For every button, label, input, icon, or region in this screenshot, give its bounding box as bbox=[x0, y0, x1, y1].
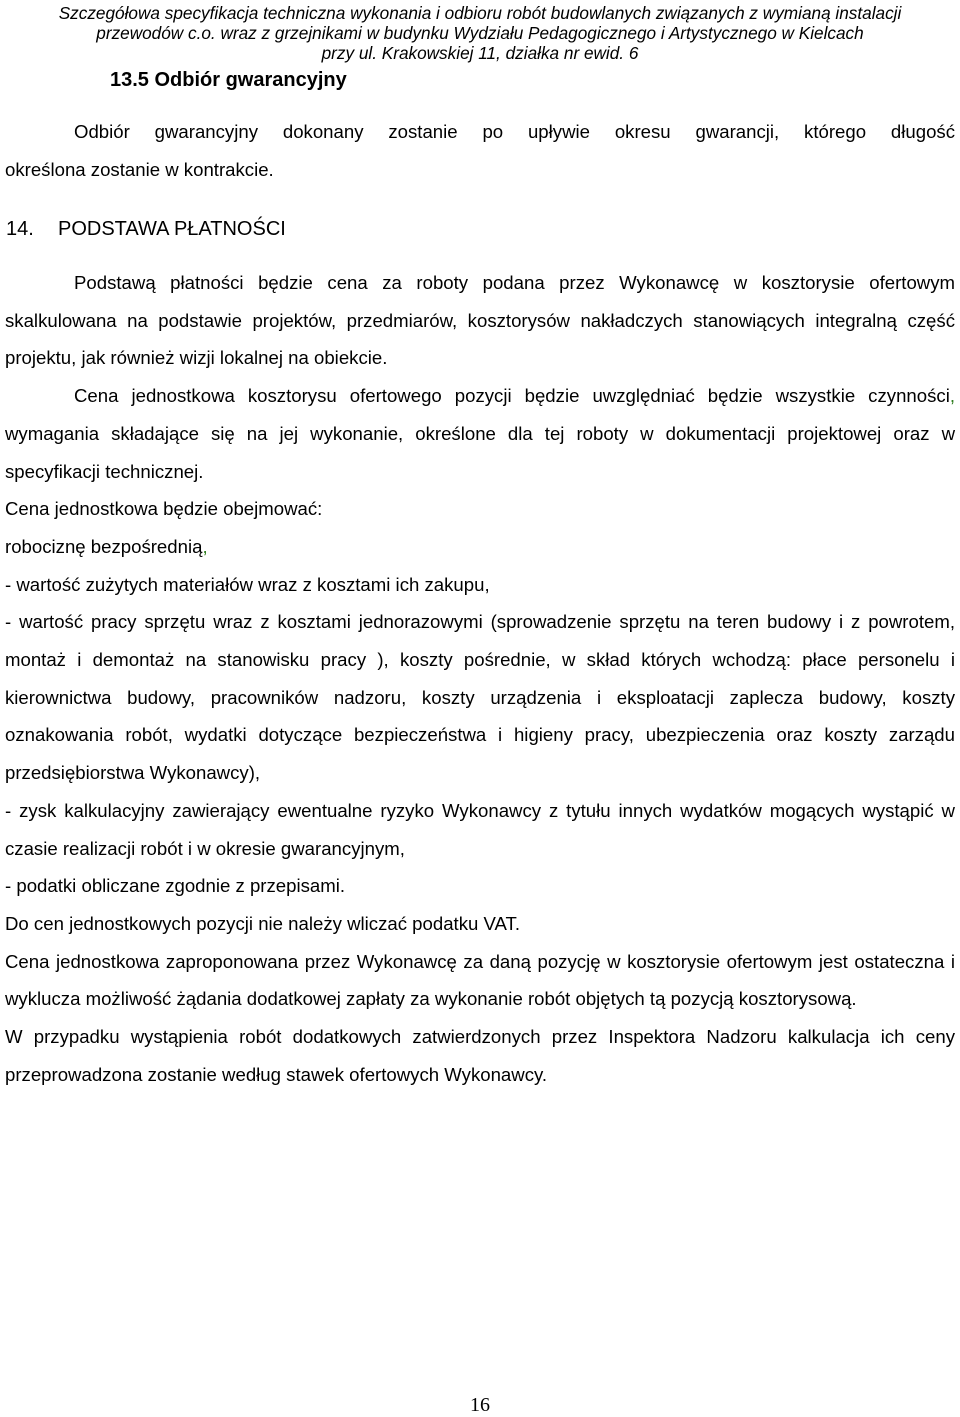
header-line-1: Szczegółowa specyfikacja techniczna wykonania i odbioru robót budowlanych związanych z wymianą instalacji bbox=[58, 3, 902, 23]
section-14-title: PODSTAWA PŁATNOŚCI bbox=[58, 218, 286, 240]
section-14-body bbox=[5, 264, 955, 1093]
paragraph-vat: Do cen jednostkowych pozycji nie należy wliczać podatku VAT. bbox=[5, 912, 521, 934]
paragraph-unit-price-text-b: wymagania składające się na jej wykonanie, określone dla tej roboty w dokumentacji projektowej oraz w specyfikacji technicznej. bbox=[5, 422, 955, 482]
paragraph-unit-price-includes: Cena jednostkowa będzie obejmować: bbox=[5, 498, 323, 520]
list-item-taxes: - podatki obliczane zgodnie z przepisami. bbox=[5, 875, 346, 897]
running-header bbox=[0, 3, 960, 63]
paragraph-additional-works: W przypadku wystąpienia robót dodatkowych zatwierdzonych przez Inspektora Nadzoru kalkulacja ich ceny przeprowadzona zostanie według stawek ofertowych Wykonawcy. bbox=[5, 1026, 955, 1085]
section-14-heading bbox=[6, 216, 286, 242]
section-13-5-paragraph-line-1: Odbiór gwarancyjny dokonany zostanie po upływie okresu gwarancji, którego długość bbox=[74, 121, 955, 142]
list-item-labour-text: robociznę bezpośrednią bbox=[5, 535, 203, 557]
header-line-3: przy ul. Krakowskiej 11, działka nr ewid. 6 bbox=[321, 43, 639, 63]
section-13-5-paragraph-line-2: określona zostanie w kontrakcie. bbox=[5, 158, 274, 180]
list-item-equipment: - wartość pracy sprzętu wraz z kosztami jednorazowymi (sprowadzenie sprzętu na teren budowy i z powrotem, montaż i demontaż na stanowisku pracy ), koszty pośrednie, w skład których wchodzą: płace personelu i kierownictwa budowy, pracowników nadzoru, koszty urządzenia i eksploatacji zaplecza budowy, koszty oznakowania robót, wydatki dotyczące bezpieczeństwa i higieny pracy, ubezpieczenia oraz koszty zarządu przedsiębiorstwa Wykonawcy), bbox=[5, 611, 955, 784]
section-13-5-body bbox=[5, 113, 955, 188]
list-item-profit: - zysk kalkulacyjny zawierający ewentualne ryzyko Wykonawcy z tytułu innych wydatków mogących wystąpić w czasie realizacji robót i w okresie gwarancyjnym, bbox=[5, 799, 955, 859]
list-item-labour-comma: , bbox=[202, 535, 208, 557]
page-number: 16 bbox=[470, 1394, 490, 1416]
paragraph-final-price: Cena jednostkowa zaproponowana przez Wykonawcę za daną pozycję w kosztorysie ofertowym jest ostateczna i wyklucza możliwość żądania dodatkowej zapłaty za wykonanie robót objętych tą pozycją kosztorysową. bbox=[5, 950, 955, 1010]
paragraph-unit-price-text-a: Cena jednostkowa kosztorysu ofertowego pozycji będzie uwzględniać będzie wszystkie czynności bbox=[74, 385, 950, 407]
paragraph-payment-basis: Podstawą płatności będzie cena za roboty podana przez Wykonawcę w kosztorysie ofertowym skalkulowana na podstawie projektów, przedmiarów, kosztorysów nakładczych stanowiących integralną część projektu, jak również wizji lokalnej na obiekcie. bbox=[5, 272, 955, 369]
section-13-5-heading: 13.5 Odbiór gwarancyjny bbox=[110, 69, 347, 91]
paragraph-unit-price bbox=[5, 377, 955, 490]
section-14-number: 14. bbox=[6, 218, 34, 240]
paragraph-unit-price-comma: , bbox=[949, 385, 955, 407]
list-item-materials: - wartość zużytych materiałów wraz z kosztami ich zakupu, bbox=[5, 573, 490, 595]
header-line-2: przewodów c.o. wraz z grzejnikami w budynku Wydziału Pedagogicznego i Artystycznego w Kielcach bbox=[96, 23, 864, 43]
list-item-labour bbox=[5, 528, 955, 566]
